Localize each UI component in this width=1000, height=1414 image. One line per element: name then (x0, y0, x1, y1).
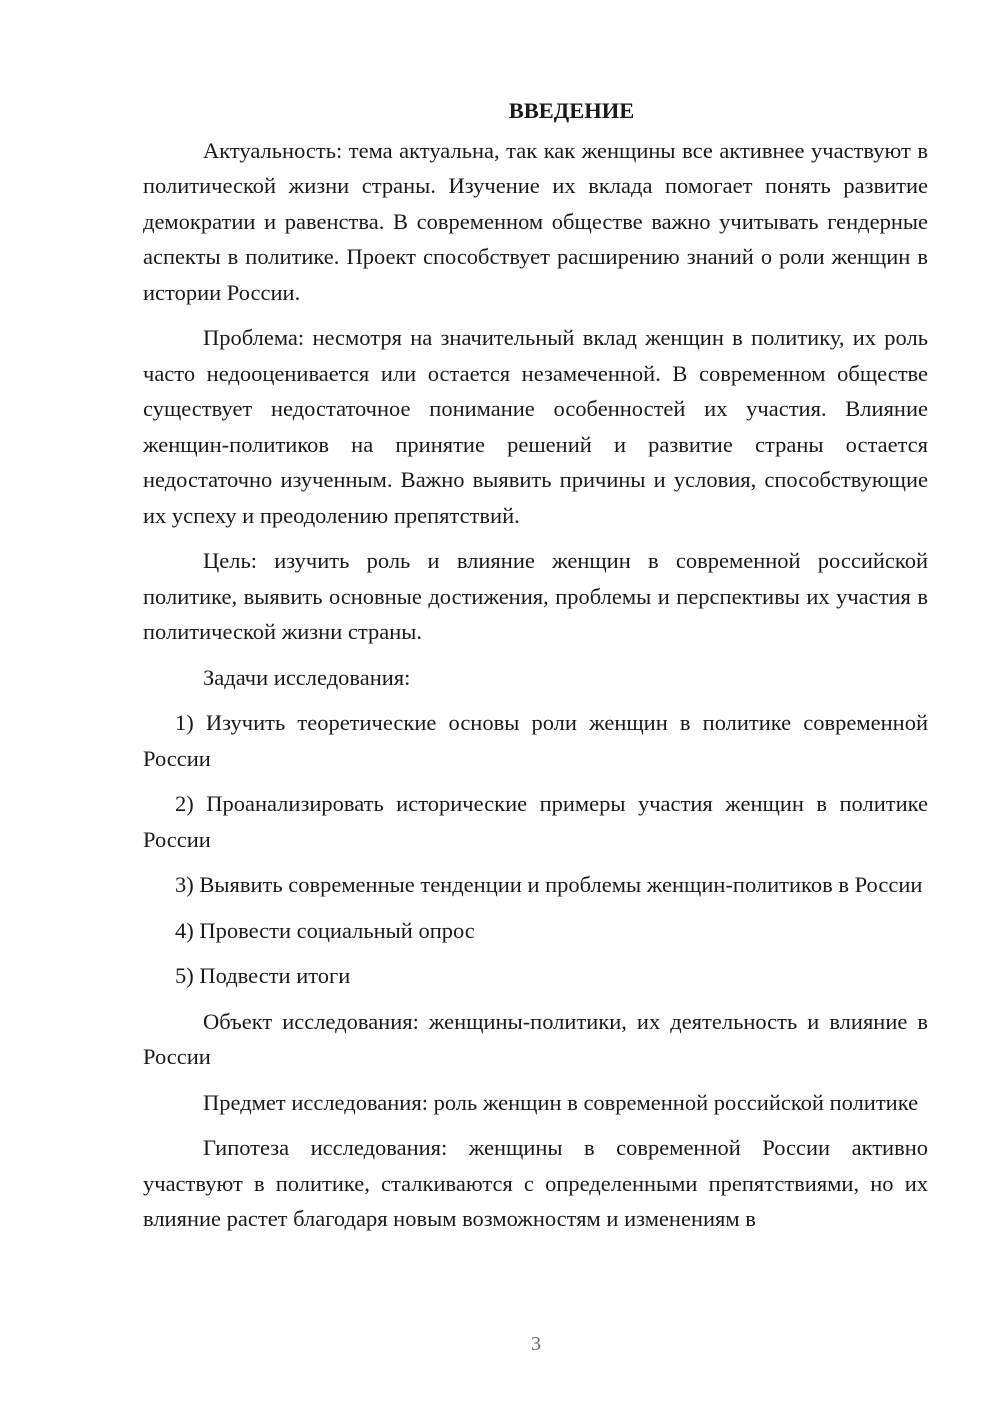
subject-paragraph: Предмет исследования: роль женщин в современной российской политике (203, 1089, 919, 1115)
task-item-1: 1) Изучить теоретические основы роли женщин в политике современной России (143, 710, 928, 771)
page-number: 3 (531, 1333, 541, 1355)
object-paragraph: Объект исследования: женщины-политики, их деятельность и влияние в России (143, 1008, 928, 1069)
goal-paragraph: Цель: изучить роль и влияние женщин в современной российской политике, выявить основные достижения, проблемы и перспективы их участия в политической жизни страны. (143, 548, 928, 644)
task-item-2: 2) Проанализировать исторические примеры участия женщин в политике России (143, 791, 928, 852)
relevance-paragraph: Актуальность: тема актуальна, так как женщины все активнее участвуют в политической жизни страны. Изучение их вклада помогает понять развитие демократии и равенства. В современном обществе важно учитывать гендерные аспекты в политике. Проект способствует расширению знаний о роли женщин в истории России. (143, 137, 928, 305)
hypothesis-paragraph: Гипотеза исследования: женщины в современной России активно участвуют в политике, сталкиваются с определенными препятствиями, но их влияние растет благодаря новым возможностям и изменениям в (143, 1135, 928, 1231)
tasks-heading: Задачи исследования: (203, 664, 411, 690)
task-item-4: 4) Провести социальный опрос (175, 917, 475, 943)
page-content (143, 93, 928, 1247)
problem-paragraph: Проблема: несмотря на значительный вклад женщин в политику, их роль часто недооценивается или остается незамеченной. В современном обществе существует недостаточное понимание особенностей их участия. Влияние женщин-политиков на принятие решений и развитие страны остается недостаточно изученным. Важно выявить причины и условия, способствующие их успеху и преодолению препятствий. (143, 325, 928, 528)
task-item-5: 5) Подвести итоги (175, 963, 351, 988)
section-title: ВВЕДЕНИЕ (508, 98, 635, 123)
task-item-3: 3) Выявить современные тенденции и проблемы женщин-политиков в России (175, 872, 923, 897)
